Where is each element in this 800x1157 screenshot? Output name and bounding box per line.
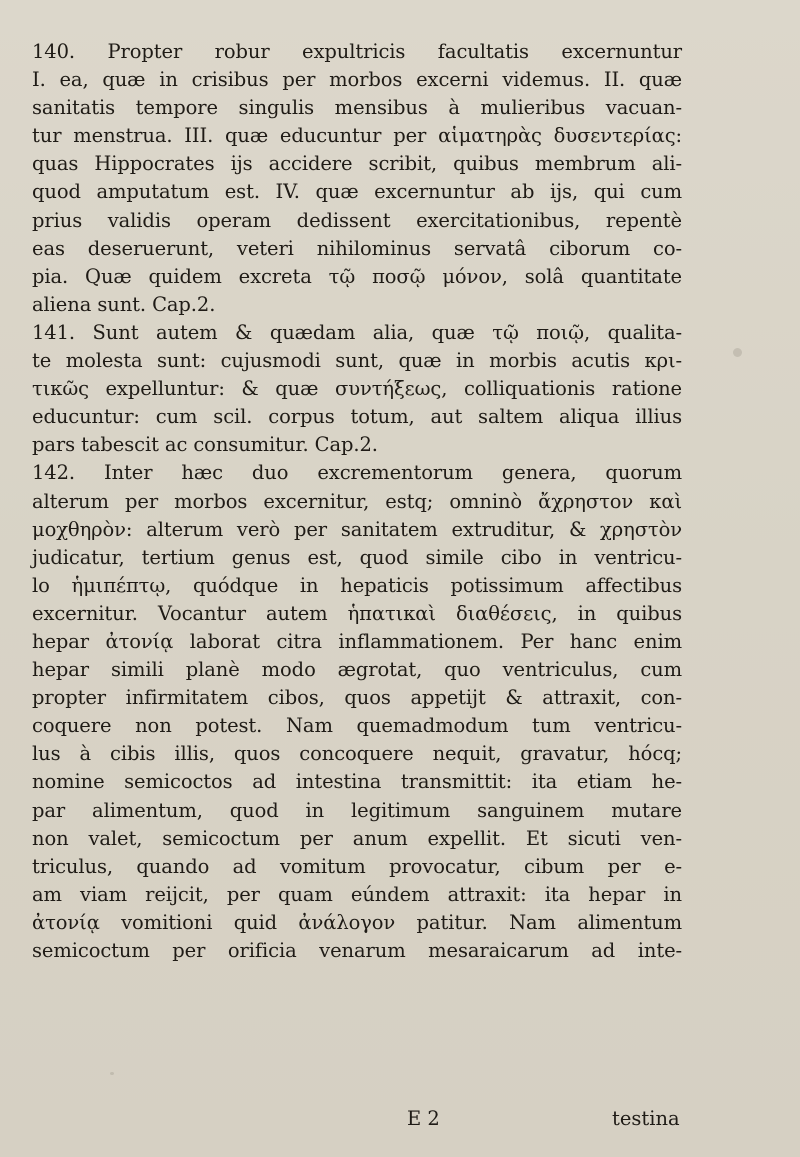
paper-blemish: [110, 1072, 114, 1075]
text-line: I. ea, quæ in crisibus per morbos excerni videmus. II. quæ: [32, 68, 682, 92]
text-line: semicoctum per orificia venarum mesaraicarum ad inte-: [32, 939, 682, 962]
text-line: ἀτονίᾳ vomitioni quid ἀνάλογον patitur. Nam alimentum: [32, 910, 682, 934]
text-line: hepar simili planè modo ægrotat, quo ventriculus, cum: [32, 658, 682, 682]
text-line: pars tabescit ac consumitur. Cap.2.: [32, 433, 378, 457]
text-line: hepar ἀτονίᾳ laborat citra inflammationem. Per hanc enim: [32, 629, 682, 653]
text-line: par alimentum, quod in legitimum sanguinem mutare: [32, 798, 682, 822]
signature-mark: E 2: [407, 1107, 440, 1130]
text-line: 140. Propter robur expultricis facultatis excernuntur: [32, 40, 682, 63]
catchword: testina: [612, 1107, 680, 1130]
text-line: quas Hippocrates ijs accidere scribit, quibus membrum ali-: [32, 152, 682, 176]
text-line: 141. Sunt autem & quædam alia, quæ τῷ ποιῷ, qualita-: [32, 320, 682, 344]
text-line: tur menstrua. III. quæ educuntur per αἱματηρὰς δυσεντερίας:: [32, 124, 682, 148]
text-line: lo ἡμιπέπτῳ, quódque in hepaticis potissimum affectibus: [32, 573, 682, 597]
text-line: pia. Quæ quidem excreta τῷ ποσῷ μόνον, solâ quantitate: [32, 264, 682, 288]
text-line: 142. Inter hæc duo excrementorum genera, quorum: [32, 461, 682, 485]
text-line: triculus, quando ad vomitum provocatur, cibum per e-: [32, 854, 682, 878]
text-line: judicatur, tertium genus est, quod simile cibo in ventricu-: [32, 545, 682, 569]
text-line: am viam reijcit, per quam eúndem attraxit: ita hepar in: [32, 882, 682, 906]
text-line: propter infirmitatem cibos, quos appetijt & attraxit, con-: [32, 686, 682, 710]
text-line: educuntur: cum scil. corpus totum, aut saltem aliqua illius: [32, 405, 682, 429]
text-line: sanitatis tempore singulis mensibus à mulieribus vacuan-: [32, 96, 682, 120]
text-line: prius validis operam dedissent exercitationibus, repentè: [32, 208, 682, 232]
paper-blemish: [733, 348, 742, 357]
text-line: excernitur. Vocantur autem ἡπατικαὶ διαθέσεις, in quibus: [32, 601, 682, 625]
text-line: aliena sunt. Cap.2.: [32, 292, 216, 316]
text-line: alterum per morbos excernitur, estq; omninò ἄχρηστον καὶ: [32, 489, 682, 513]
text-line: te molesta sunt: cujusmodi sunt, quæ in morbis acutis κρι-: [32, 349, 682, 373]
text-line: quod amputatum est. IV. quæ excernuntur ab ijs, qui cum: [32, 180, 682, 204]
text-line: nomine semicoctos ad intestina transmittit: ita etiam he-: [32, 770, 682, 794]
text-line: non valet, semicoctum per anum expellit. Et sicuti ven-: [32, 826, 682, 850]
text-line: eas deseruerunt, veteri nihilominus servatâ ciborum co-: [32, 236, 682, 260]
text-line: lus à cibis illis, quos concoquere nequit, gravatur, hócq;: [32, 742, 682, 766]
text-line: μοχθηρὸν: alterum verò per sanitatem extruditur, & χρηστὸν: [32, 517, 682, 541]
text-line: coquere non potest. Nam quemadmodum tum ventricu-: [32, 714, 682, 738]
text-line: τικῶς expelluntur: & quæ συντήξεως, colliquationis ratione: [32, 377, 682, 401]
body-text: [32, 38, 682, 965]
